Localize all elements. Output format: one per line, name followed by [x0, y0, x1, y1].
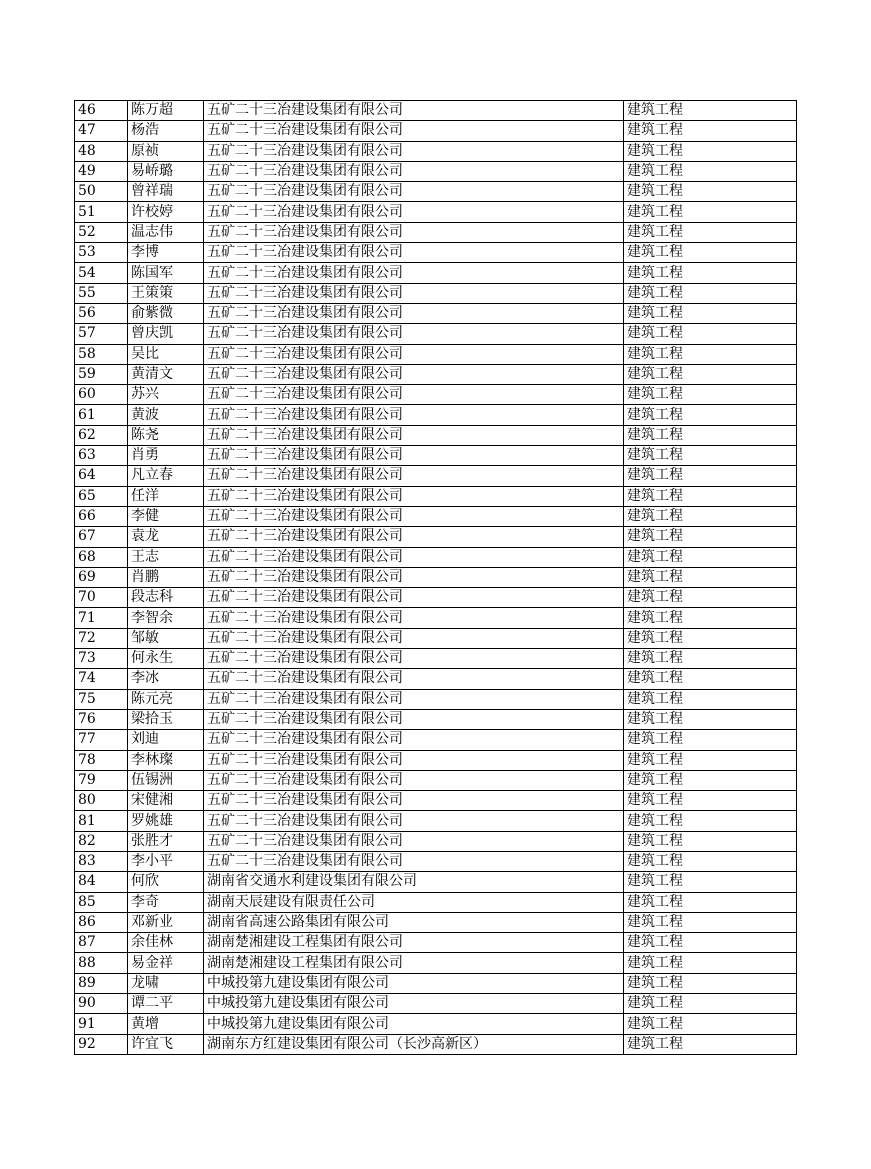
table-row	[75, 1014, 797, 1034]
row-number-cell: 54	[75, 263, 128, 283]
table-row	[75, 608, 797, 628]
person-name-cell: 陈万超	[128, 101, 204, 121]
row-number-cell: 50	[75, 182, 128, 202]
row-number-cell: 68	[75, 547, 128, 567]
row-number-cell: 83	[75, 851, 128, 871]
row-number-cell: 75	[75, 689, 128, 709]
company-name-cell: 五矿二十三冶建设集团有限公司	[204, 101, 624, 121]
company-name-cell: 五矿二十三冶建设集团有限公司	[204, 161, 624, 181]
table-row	[75, 446, 797, 466]
category-cell: 建筑工程	[624, 547, 797, 567]
row-number-cell: 87	[75, 933, 128, 953]
category-cell: 建筑工程	[624, 466, 797, 486]
table-row	[75, 689, 797, 709]
row-number-cell: 82	[75, 831, 128, 851]
row-number-cell: 65	[75, 486, 128, 506]
table-row	[75, 791, 797, 811]
company-name-cell: 五矿二十三冶建设集团有限公司	[204, 831, 624, 851]
person-name-cell: 宋健湘	[128, 791, 204, 811]
row-number-cell: 72	[75, 628, 128, 648]
category-cell: 建筑工程	[624, 567, 797, 587]
table-row	[75, 263, 797, 283]
table-row	[75, 994, 797, 1014]
category-cell: 建筑工程	[624, 1014, 797, 1034]
row-number-cell: 90	[75, 994, 128, 1014]
person-name-cell: 李小平	[128, 851, 204, 871]
category-cell: 建筑工程	[624, 101, 797, 121]
category-cell: 建筑工程	[624, 730, 797, 750]
category-cell: 建筑工程	[624, 405, 797, 425]
table-row	[75, 222, 797, 242]
person-name-cell: 李林璨	[128, 750, 204, 770]
table-row	[75, 750, 797, 770]
table-row	[75, 466, 797, 486]
company-name-cell: 五矿二十三冶建设集团有限公司	[204, 303, 624, 323]
table-row	[75, 182, 797, 202]
company-name-cell: 五矿二十三冶建设集团有限公司	[204, 750, 624, 770]
company-name-cell: 五矿二十三冶建设集团有限公司	[204, 851, 624, 871]
category-cell: 建筑工程	[624, 933, 797, 953]
company-name-cell: 五矿二十三冶建设集团有限公司	[204, 791, 624, 811]
company-name-cell: 五矿二十三冶建设集团有限公司	[204, 669, 624, 689]
category-cell: 建筑工程	[624, 770, 797, 790]
company-name-cell: 五矿二十三冶建设集团有限公司	[204, 446, 624, 466]
row-number-cell: 86	[75, 912, 128, 932]
table-row	[75, 405, 797, 425]
category-cell: 建筑工程	[624, 872, 797, 892]
person-name-cell: 黄增	[128, 1014, 204, 1034]
table-row	[75, 912, 797, 932]
table-row	[75, 344, 797, 364]
company-name-cell: 五矿二十三冶建设集团有限公司	[204, 344, 624, 364]
row-number-cell: 56	[75, 303, 128, 323]
person-name-cell: 杨浩	[128, 121, 204, 141]
table-row	[75, 303, 797, 323]
table-row	[75, 973, 797, 993]
company-name-cell: 五矿二十三冶建设集团有限公司	[204, 385, 624, 405]
person-name-cell: 袁龙	[128, 527, 204, 547]
roster-table-body	[75, 101, 797, 1055]
category-cell: 建筑工程	[624, 486, 797, 506]
category-cell: 建筑工程	[624, 994, 797, 1014]
row-number-cell: 73	[75, 649, 128, 669]
company-name-cell: 五矿二十三冶建设集团有限公司	[204, 405, 624, 425]
category-cell: 建筑工程	[624, 973, 797, 993]
row-number-cell: 78	[75, 750, 128, 770]
person-name-cell: 苏兴	[128, 385, 204, 405]
category-cell: 建筑工程	[624, 222, 797, 242]
person-name-cell: 何欣	[128, 872, 204, 892]
category-cell: 建筑工程	[624, 243, 797, 263]
category-cell: 建筑工程	[624, 527, 797, 547]
row-number-cell: 49	[75, 161, 128, 181]
table-row	[75, 527, 797, 547]
person-name-cell: 伍锡洲	[128, 770, 204, 790]
person-name-cell: 李奇	[128, 892, 204, 912]
table-row	[75, 243, 797, 263]
company-name-cell: 五矿二十三冶建设集团有限公司	[204, 689, 624, 709]
company-name-cell: 五矿二十三冶建设集团有限公司	[204, 182, 624, 202]
row-number-cell: 79	[75, 770, 128, 790]
person-name-cell: 段志科	[128, 588, 204, 608]
category-cell: 建筑工程	[624, 791, 797, 811]
table-row	[75, 588, 797, 608]
table-row	[75, 364, 797, 384]
company-name-cell: 五矿二十三冶建设集团有限公司	[204, 547, 624, 567]
category-cell: 建筑工程	[624, 831, 797, 851]
person-name-cell: 龙啸	[128, 973, 204, 993]
category-cell: 建筑工程	[624, 912, 797, 932]
company-name-cell: 中城投第九建设集团有限公司	[204, 1014, 624, 1034]
row-number-cell: 85	[75, 892, 128, 912]
row-number-cell: 59	[75, 364, 128, 384]
person-name-cell: 王志	[128, 547, 204, 567]
person-name-cell: 许宜飞	[128, 1034, 204, 1054]
category-cell: 建筑工程	[624, 506, 797, 526]
category-cell: 建筑工程	[624, 709, 797, 729]
category-cell: 建筑工程	[624, 892, 797, 912]
category-cell: 建筑工程	[624, 628, 797, 648]
category-cell: 建筑工程	[624, 364, 797, 384]
company-name-cell: 湖南楚湘建设工程集团有限公司	[204, 953, 624, 973]
company-name-cell: 五矿二十三冶建设集团有限公司	[204, 263, 624, 283]
category-cell: 建筑工程	[624, 121, 797, 141]
company-name-cell: 中城投第九建设集团有限公司	[204, 973, 624, 993]
table-row	[75, 567, 797, 587]
table-row	[75, 669, 797, 689]
person-name-cell: 黄波	[128, 405, 204, 425]
person-name-cell: 温志伟	[128, 222, 204, 242]
company-name-cell: 五矿二十三冶建设集团有限公司	[204, 608, 624, 628]
category-cell: 建筑工程	[624, 161, 797, 181]
person-name-cell: 刘迪	[128, 730, 204, 750]
row-number-cell: 77	[75, 730, 128, 750]
company-name-cell: 五矿二十三冶建设集团有限公司	[204, 202, 624, 222]
roster-table	[74, 100, 797, 1055]
category-cell: 建筑工程	[624, 851, 797, 871]
category-cell: 建筑工程	[624, 202, 797, 222]
row-number-cell: 84	[75, 872, 128, 892]
company-name-cell: 五矿二十三冶建设集团有限公司	[204, 425, 624, 445]
person-name-cell: 原祯	[128, 141, 204, 161]
table-row	[75, 385, 797, 405]
table-row	[75, 730, 797, 750]
person-name-cell: 肖鹏	[128, 567, 204, 587]
row-number-cell: 55	[75, 283, 128, 303]
category-cell: 建筑工程	[624, 608, 797, 628]
table-row	[75, 121, 797, 141]
person-name-cell: 陈元亮	[128, 689, 204, 709]
row-number-cell: 48	[75, 141, 128, 161]
category-cell: 建筑工程	[624, 425, 797, 445]
category-cell: 建筑工程	[624, 811, 797, 831]
person-name-cell: 易峤璐	[128, 161, 204, 181]
category-cell: 建筑工程	[624, 283, 797, 303]
table-row	[75, 1034, 797, 1054]
company-name-cell: 中城投第九建设集团有限公司	[204, 994, 624, 1014]
table-row	[75, 425, 797, 445]
company-name-cell: 五矿二十三冶建设集团有限公司	[204, 527, 624, 547]
row-number-cell: 58	[75, 344, 128, 364]
company-name-cell: 五矿二十三冶建设集团有限公司	[204, 141, 624, 161]
person-name-cell: 许校婷	[128, 202, 204, 222]
person-name-cell: 李冰	[128, 669, 204, 689]
company-name-cell: 五矿二十三冶建设集团有限公司	[204, 628, 624, 648]
person-name-cell: 李健	[128, 506, 204, 526]
person-name-cell: 陈国军	[128, 263, 204, 283]
row-number-cell: 69	[75, 567, 128, 587]
person-name-cell: 张胜才	[128, 831, 204, 851]
company-name-cell: 五矿二十三冶建设集团有限公司	[204, 364, 624, 384]
person-name-cell: 肖勇	[128, 446, 204, 466]
company-name-cell: 五矿二十三冶建设集团有限公司	[204, 811, 624, 831]
category-cell: 建筑工程	[624, 953, 797, 973]
person-name-cell: 陈尧	[128, 425, 204, 445]
person-name-cell: 曾庆凯	[128, 324, 204, 344]
row-number-cell: 53	[75, 243, 128, 263]
person-name-cell: 李博	[128, 243, 204, 263]
row-number-cell: 47	[75, 121, 128, 141]
row-number-cell: 71	[75, 608, 128, 628]
category-cell: 建筑工程	[624, 649, 797, 669]
category-cell: 建筑工程	[624, 689, 797, 709]
row-number-cell: 63	[75, 446, 128, 466]
category-cell: 建筑工程	[624, 385, 797, 405]
person-name-cell: 吴比	[128, 344, 204, 364]
person-name-cell: 罗姚雄	[128, 811, 204, 831]
person-name-cell: 黄清文	[128, 364, 204, 384]
row-number-cell: 70	[75, 588, 128, 608]
person-name-cell: 曾祥瑞	[128, 182, 204, 202]
row-number-cell: 66	[75, 506, 128, 526]
category-cell: 建筑工程	[624, 303, 797, 323]
row-number-cell: 91	[75, 1014, 128, 1034]
row-number-cell: 76	[75, 709, 128, 729]
company-name-cell: 湖南楚湘建设工程集团有限公司	[204, 933, 624, 953]
company-name-cell: 五矿二十三冶建设集团有限公司	[204, 466, 624, 486]
table-row	[75, 283, 797, 303]
table-row	[75, 101, 797, 121]
company-name-cell: 五矿二十三冶建设集团有限公司	[204, 283, 624, 303]
table-row	[75, 649, 797, 669]
category-cell: 建筑工程	[624, 141, 797, 161]
person-name-cell: 凡立春	[128, 466, 204, 486]
row-number-cell: 92	[75, 1034, 128, 1054]
company-name-cell: 五矿二十三冶建设集团有限公司	[204, 324, 624, 344]
table-row	[75, 933, 797, 953]
row-number-cell: 88	[75, 953, 128, 973]
row-number-cell: 89	[75, 973, 128, 993]
company-name-cell: 湖南省交通水利建设集团有限公司	[204, 872, 624, 892]
row-number-cell: 61	[75, 405, 128, 425]
company-name-cell: 五矿二十三冶建设集团有限公司	[204, 506, 624, 526]
person-name-cell: 谭二平	[128, 994, 204, 1014]
row-number-cell: 67	[75, 527, 128, 547]
company-name-cell: 五矿二十三冶建设集团有限公司	[204, 770, 624, 790]
category-cell: 建筑工程	[624, 324, 797, 344]
table-row	[75, 831, 797, 851]
person-name-cell: 邹敏	[128, 628, 204, 648]
table-row	[75, 770, 797, 790]
person-name-cell: 王策策	[128, 283, 204, 303]
company-name-cell: 五矿二十三冶建设集团有限公司	[204, 709, 624, 729]
category-cell: 建筑工程	[624, 1034, 797, 1054]
person-name-cell: 邓新业	[128, 912, 204, 932]
category-cell: 建筑工程	[624, 446, 797, 466]
table-row	[75, 547, 797, 567]
person-name-cell: 易金祥	[128, 953, 204, 973]
row-number-cell: 46	[75, 101, 128, 121]
table-row	[75, 851, 797, 871]
company-name-cell: 湖南东方红建设集团有限公司（长沙高新区）	[204, 1034, 624, 1054]
table-row	[75, 202, 797, 222]
company-name-cell: 五矿二十三冶建设集团有限公司	[204, 222, 624, 242]
table-row	[75, 324, 797, 344]
company-name-cell: 五矿二十三冶建设集团有限公司	[204, 649, 624, 669]
table-row	[75, 628, 797, 648]
person-name-cell: 任洋	[128, 486, 204, 506]
company-name-cell: 五矿二十三冶建设集团有限公司	[204, 486, 624, 506]
company-name-cell: 湖南省高速公路集团有限公司	[204, 912, 624, 932]
row-number-cell: 51	[75, 202, 128, 222]
company-name-cell: 五矿二十三冶建设集团有限公司	[204, 121, 624, 141]
category-cell: 建筑工程	[624, 344, 797, 364]
person-name-cell: 俞紫微	[128, 303, 204, 323]
table-row	[75, 709, 797, 729]
table-row	[75, 486, 797, 506]
table-row	[75, 953, 797, 973]
table-row	[75, 892, 797, 912]
category-cell: 建筑工程	[624, 588, 797, 608]
person-name-cell: 余佳林	[128, 933, 204, 953]
table-row	[75, 811, 797, 831]
row-number-cell: 80	[75, 791, 128, 811]
table-row	[75, 872, 797, 892]
row-number-cell: 60	[75, 385, 128, 405]
company-name-cell: 五矿二十三冶建设集团有限公司	[204, 730, 624, 750]
row-number-cell: 52	[75, 222, 128, 242]
row-number-cell: 81	[75, 811, 128, 831]
person-name-cell: 李智余	[128, 608, 204, 628]
row-number-cell: 62	[75, 425, 128, 445]
row-number-cell: 57	[75, 324, 128, 344]
row-number-cell: 74	[75, 669, 128, 689]
table-row	[75, 506, 797, 526]
row-number-cell: 64	[75, 466, 128, 486]
company-name-cell: 湖南天辰建设有限责任公司	[204, 892, 624, 912]
company-name-cell: 五矿二十三冶建设集团有限公司	[204, 567, 624, 587]
person-name-cell: 梁拾玉	[128, 709, 204, 729]
table-row	[75, 141, 797, 161]
company-name-cell: 五矿二十三冶建设集团有限公司	[204, 243, 624, 263]
category-cell: 建筑工程	[624, 182, 797, 202]
category-cell: 建筑工程	[624, 669, 797, 689]
category-cell: 建筑工程	[624, 750, 797, 770]
company-name-cell: 五矿二十三冶建设集团有限公司	[204, 588, 624, 608]
person-name-cell: 何永生	[128, 649, 204, 669]
category-cell: 建筑工程	[624, 263, 797, 283]
table-row	[75, 161, 797, 181]
